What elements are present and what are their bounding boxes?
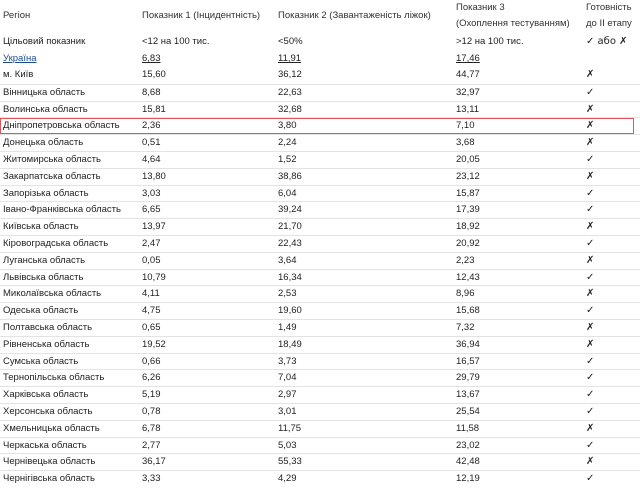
region-name: Одеська область: [3, 305, 79, 317]
indicator-1-value: 8,68: [142, 86, 161, 98]
indicator-1-value: 6,65: [142, 204, 161, 216]
region-name: м. Київ: [3, 69, 34, 80]
indicator-3-value: 2,23: [456, 254, 475, 266]
indicator-2-value: 22,43: [278, 238, 302, 249]
indicator-3-value: 23,12: [456, 170, 480, 182]
indicator-1-value: 19,52: [142, 338, 166, 350]
indicator-1-value: 2,77: [142, 439, 161, 451]
table-row: [0, 403, 640, 421]
readiness-mark: ✗: [586, 170, 595, 182]
readiness-mark: ✓: [586, 86, 595, 98]
table-row: [0, 453, 640, 471]
indicator-1-value: 5,19: [142, 389, 161, 401]
region-name: Чернігівська область: [3, 473, 95, 485]
table-header: [0, 0, 640, 29]
indicator-2-value: 55,33: [278, 456, 302, 468]
table-row: [0, 302, 640, 320]
indicator-2-value: 3,73: [278, 355, 297, 367]
readiness-mark: ✗: [586, 103, 595, 115]
indicator-2-value: 2,53: [278, 288, 297, 300]
indicator-2-value: 2,97: [278, 389, 297, 401]
indicator-3-value: 36,94: [456, 338, 480, 350]
table-row: [0, 134, 640, 152]
readiness-mark: ✗: [586, 69, 595, 80]
ukraine-link[interactable]: Україна: [3, 53, 37, 64]
region-name: Запорізька область: [3, 187, 89, 199]
table-row: [0, 285, 640, 303]
indicator-2-value: 6,04: [278, 187, 297, 199]
table-row: [0, 235, 640, 253]
ukraine-indicator-2: 11,91: [278, 53, 302, 64]
readiness-mark: ✗: [586, 322, 595, 333]
indicator-3-value: 32,97: [456, 86, 480, 98]
table-row: [0, 185, 640, 203]
indicator-1-value: 0,66: [142, 355, 161, 367]
table-row: [0, 369, 640, 387]
region-name: Полтавська область: [3, 322, 93, 333]
indicator-1-value: 2,47: [142, 238, 161, 249]
indicator-1-value: 10,79: [142, 271, 166, 283]
table-row: [0, 101, 640, 119]
region-name: Закарпатська область: [3, 170, 101, 182]
readiness-mark: ✓: [586, 187, 595, 199]
indicator-3-value: 3,68: [456, 137, 475, 149]
header-readiness-line1: Готовність: [586, 2, 632, 13]
readiness-mark: ✓: [586, 271, 595, 283]
region-name: Житомирська область: [3, 154, 101, 165]
readiness-mark: ✗: [586, 456, 595, 468]
indicator-3-value: 15,68: [456, 305, 480, 317]
region-name: Вінницька область: [3, 86, 86, 98]
indicator-1-value: 0,05: [142, 254, 161, 266]
region-name: Київська область: [3, 221, 79, 233]
indicator-3-value: 7,10: [456, 120, 475, 132]
readiness-mark: ✓: [586, 305, 595, 317]
region-name: Івано-Франківська область: [3, 204, 121, 216]
region-name: Хмельницька область: [3, 422, 100, 434]
indicator-1-value: 0,78: [142, 406, 161, 417]
indicator-1-value: 3,03: [142, 187, 161, 199]
indicator-1-value: 4,11: [142, 288, 160, 300]
table-row: [0, 67, 640, 84]
indicator-1-value: 6,26: [142, 372, 161, 384]
table-row: [0, 201, 640, 219]
target-readiness: ✓ або ✗: [586, 36, 628, 47]
header-region: Регіон: [3, 10, 31, 21]
region-name: Чернівецька область: [3, 456, 96, 468]
indicator-2-value: 21,70: [278, 221, 302, 233]
region-name: Херсонська область: [3, 406, 93, 417]
target-label: Цільовий показник: [3, 36, 86, 47]
region-name: Дніпропетровська область: [3, 120, 120, 132]
indicator-2-value: 22,63: [278, 86, 302, 98]
table-row: [0, 151, 640, 169]
indicator-2-value: 16,34: [278, 271, 302, 283]
table-row: [0, 336, 640, 354]
indicator-1-value: 3,33: [142, 473, 161, 485]
indicator-3-value: 25,54: [456, 406, 480, 417]
indicator-1-value: 36,17: [142, 456, 166, 468]
target-indicator-2: <50%: [278, 36, 303, 47]
region-name: Луганська область: [3, 254, 86, 266]
readiness-mark: ✓: [586, 473, 595, 485]
indicator-1-value: 15,81: [142, 103, 166, 115]
table-row: [0, 218, 640, 236]
indicator-2-value: 3,01: [278, 406, 297, 417]
indicator-2-value: 2,24: [278, 137, 297, 149]
indicator-3-value: 15,87: [456, 187, 480, 199]
indicator-2-value: 1,49: [278, 322, 297, 333]
table-row: [0, 437, 640, 455]
ukraine-indicator-1: 6,83: [142, 53, 161, 64]
readiness-mark: ✓: [586, 238, 595, 249]
readiness-mark: ✓: [586, 389, 595, 401]
header-readiness-line2: до ІІ етапу: [586, 18, 632, 29]
table-row: [0, 269, 640, 287]
region-name: Миколаївська область: [3, 288, 102, 300]
readiness-mark: ✓: [586, 439, 595, 451]
indicator-2-value: 36,12: [278, 69, 302, 80]
indicator-3-value: 18,92: [456, 221, 480, 233]
indicator-3-value: 20,92: [456, 238, 480, 249]
region-name: Донецька область: [3, 137, 84, 149]
indicator-2-value: 1,52: [278, 154, 297, 165]
region-name: Волинська область: [3, 103, 88, 115]
indicator-2-value: 39,24: [278, 204, 302, 216]
table-row: [0, 420, 640, 438]
readiness-mark: ✗: [586, 422, 595, 434]
target-indicator-3: >12 на 100 тис.: [456, 36, 524, 47]
readiness-mark: ✓: [586, 406, 595, 417]
indicator-1-value: 0,65: [142, 322, 161, 333]
table-row: [0, 353, 640, 371]
region-name: Кіровоградська область: [3, 238, 109, 249]
indicator-1-value: 4,64: [142, 154, 161, 165]
readiness-mark: ✗: [586, 221, 595, 233]
row-highlight-box: [0, 118, 634, 134]
indicator-2-value: 5,03: [278, 439, 297, 451]
indicator-3-value: 12,43: [456, 271, 480, 283]
readiness-mark: ✓: [586, 204, 595, 216]
region-name: Черкаська область: [3, 439, 87, 451]
indicator-2-value: 4,29: [278, 473, 297, 485]
table-row: [0, 386, 640, 404]
indicator-1-value: 6,78: [142, 422, 161, 434]
indicator-1-value: 0,51: [142, 137, 161, 149]
header-indicator-1: Показник 1 (Інцидентність): [142, 10, 261, 21]
header-indicator-3-line2: (Охоплення тестуванням): [456, 18, 570, 29]
indicator-3-value: 29,79: [456, 372, 480, 384]
indicator-2-value: 7,04: [278, 372, 297, 384]
indicator-3-value: 42,48: [456, 456, 480, 468]
readiness-mark: ✗: [586, 254, 595, 266]
indicator-3-value: 20,05: [456, 154, 480, 165]
header-indicator-3-line1: Показник 3: [456, 2, 505, 13]
region-name: Сумська область: [3, 355, 79, 367]
target-indicator-1: <12 на 100 тис.: [142, 36, 210, 47]
readiness-mark: ✓: [586, 154, 595, 165]
table-row: [0, 319, 640, 337]
indicator-2-value: 11,75: [278, 422, 302, 434]
indicator-2-value: 19,60: [278, 305, 302, 317]
readiness-mark: ✗: [586, 338, 595, 350]
region-name: Харківська область: [3, 389, 89, 401]
indicator-1-value: 2,36: [142, 120, 161, 132]
indicator-3-value: 16,57: [456, 355, 480, 367]
readiness-mark: ✗: [586, 137, 595, 149]
indicator-3-value: 8,96: [456, 288, 475, 300]
indicator-1-value: 15,60: [142, 69, 166, 80]
indicator-2-value: 3,80: [278, 120, 297, 132]
table-row: [0, 470, 640, 488]
region-name: Львівська область: [3, 271, 84, 283]
indicator-3-value: 11,58: [456, 422, 480, 434]
indicator-3-value: 23,02: [456, 439, 480, 451]
readiness-mark: ✗: [586, 288, 595, 300]
table-row: [0, 168, 640, 186]
header-indicator-2: Показник 2 (Завантаженість ліжок): [278, 10, 431, 21]
table-row: [0, 252, 640, 270]
indicator-1-value: 13,80: [142, 170, 166, 182]
region-name: Рівненська область: [3, 338, 90, 350]
readiness-mark: ✓: [586, 372, 595, 384]
indicator-2-value: 32,68: [278, 103, 302, 115]
indicator-2-value: 3,64: [278, 254, 297, 266]
indicator-3-value: 17,39: [456, 204, 480, 216]
readiness-mark: ✗: [586, 120, 595, 132]
indicator-1-value: 13,97: [142, 221, 166, 233]
ukraine-row: [0, 51, 640, 68]
indicator-1-value: 4,75: [142, 305, 161, 317]
region-name: Тернопільська область: [3, 372, 105, 384]
indicator-3-value: 13,67: [456, 389, 480, 401]
target-row: [0, 34, 640, 51]
readiness-mark: ✓: [586, 355, 595, 367]
table-row: [0, 84, 640, 102]
indicator-3-value: 13,11: [456, 103, 480, 115]
indicator-3-value: 12,19: [456, 473, 480, 485]
indicator-2-value: 18,49: [278, 338, 302, 350]
indicator-3-value: 44,77: [456, 69, 480, 80]
indicator-3-value: 7,32: [456, 322, 475, 333]
ukraine-indicator-3: 17,46: [456, 53, 480, 64]
indicator-2-value: 38,86: [278, 170, 302, 182]
